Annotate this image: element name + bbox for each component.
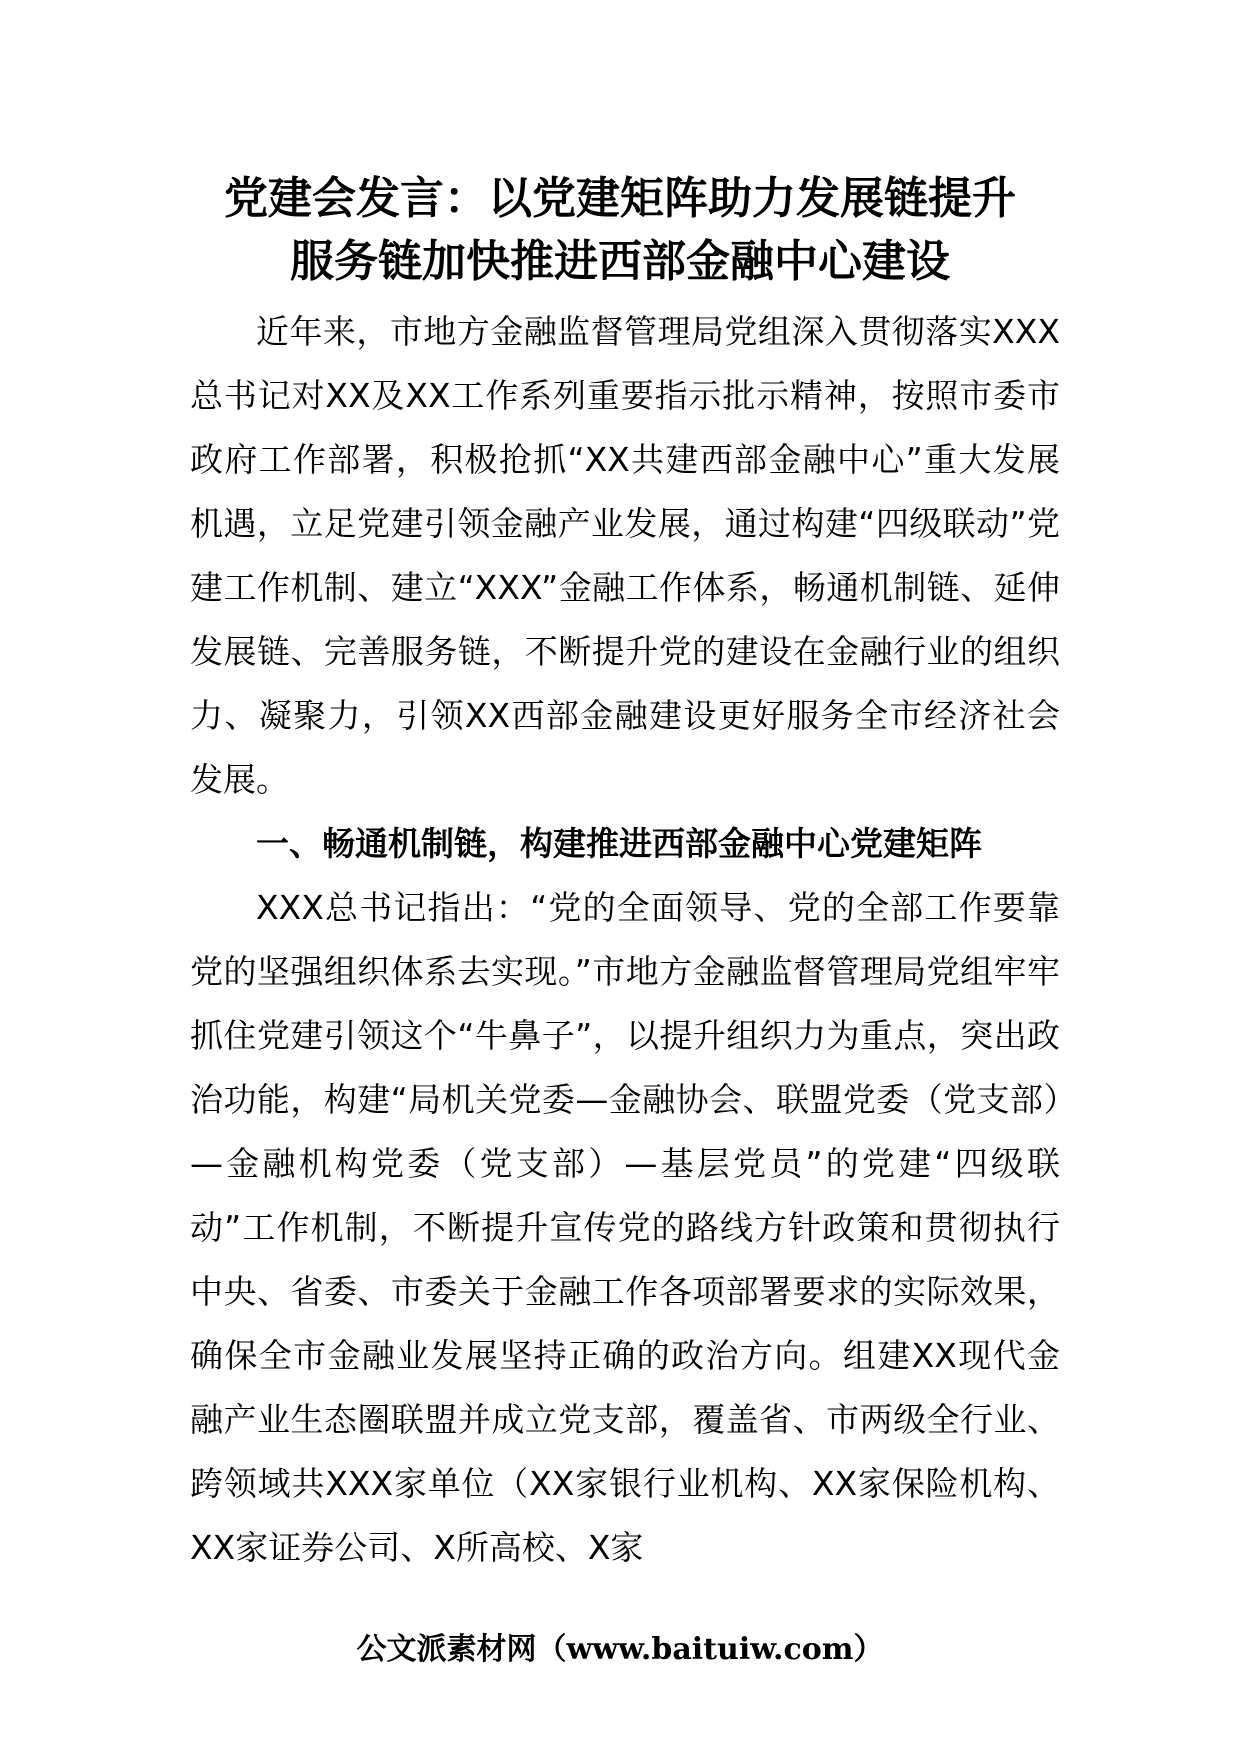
document-title-line-1: 党建会发言：以党建矩阵助力发展链提升: [224, 173, 1016, 224]
section-heading-1: 一、畅通机制链，构建推进西部金融中心党建矩阵: [256, 824, 982, 863]
document-title-line-2: 服务链加快推进西部金融中心建设: [290, 236, 950, 287]
footer-watermark: 公文派素材网（www.baituiw.com）: [356, 1632, 884, 1667]
document-body: [190, 300, 1060, 1580]
paragraph-section-1: XXX总书记指出：“党的全面领导、党的全部工作要靠党的坚强组织体系去实现。”市地方金融监督管理局党组牢牢抓住党建引领这个“牛鼻子”，以提升组织力为重点，突出政治功能，构建“局机关党委—金融协会、联盟党委（党支部）—金融机构党委（党支部）—基层党员”的党建“四级联动”工作机制，不断提升宣传党的路线方针政策和贯彻执行中央、省委、市委关于金融工作各项部署要求的实际效果，确保全市金融业发展坚持正确的政治方向。组建XX现代金融产业生态圈联盟并成立党支部，覆盖省、市两级全行业、跨领域共XXX家单位（XX家银行业机构、XX家保险机构、XX家证券公司、X所高校、X家: [190, 888, 1060, 1567]
paragraph-intro: 近年来，市地方金融监督管理局党组深入贯彻落实XXX总书记对XX及XX工作系列重要指示批示精神，按照市委市政府工作部署，积极抢抓“XX共建西部金融中心”重大发展机遇，立足党建引领金融产业发展，通过构建“四级联动”党建工作机制、建立“XXX”金融工作体系，畅通机制链、延伸发展链、完善服务链，不断提升党的建设在金融行业的组织力、凝聚力，引领XX西部金融建设更好服务全市经济社会发展。: [190, 312, 1060, 799]
